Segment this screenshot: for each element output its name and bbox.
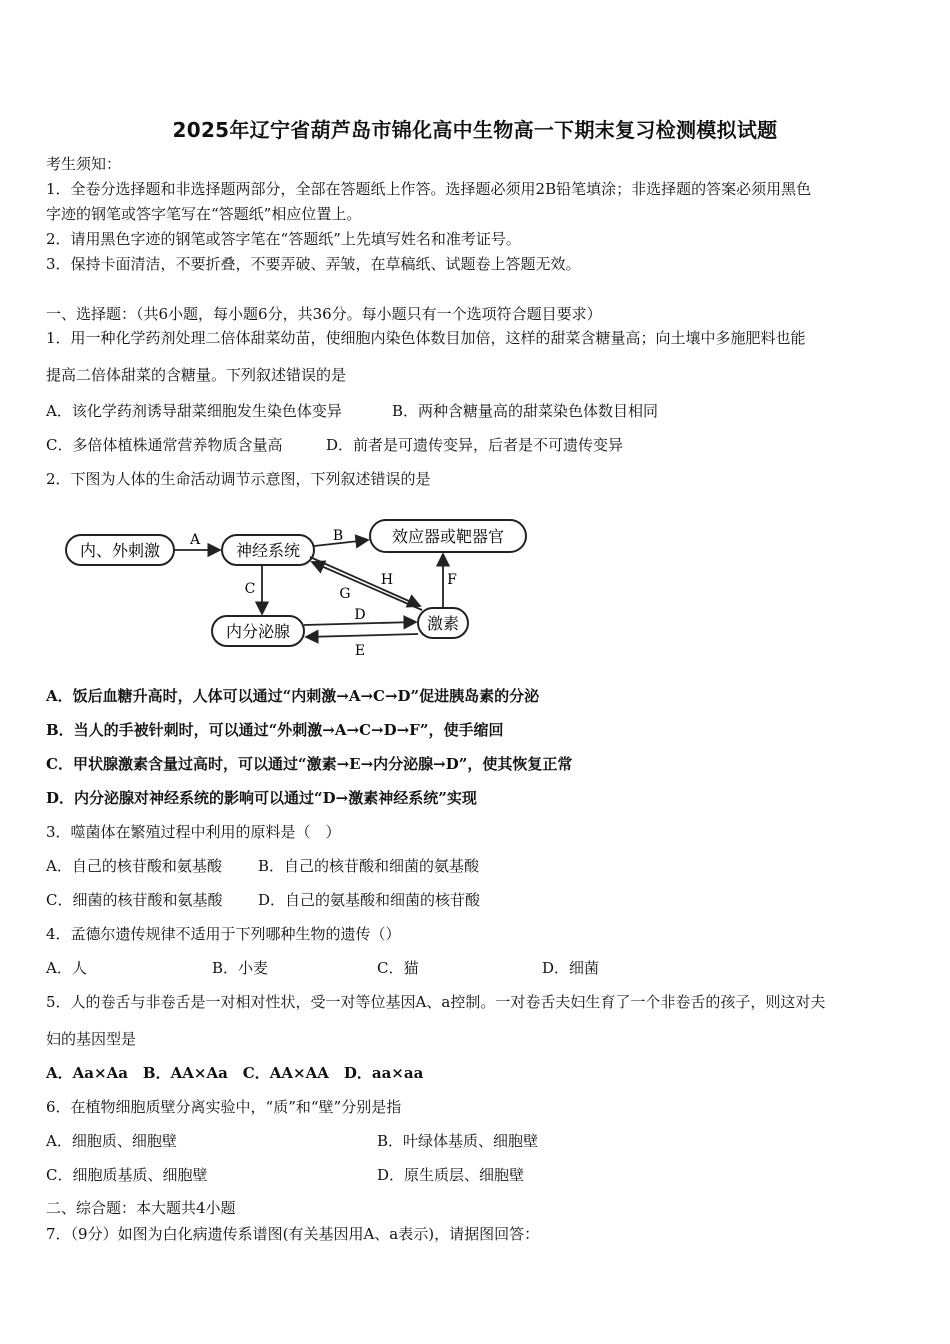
endocrine-gland-label: 内分泌腺 — [225, 622, 291, 641]
q5-options: A．Aa×Aa B．AA×Aa C．AA×AA D．aa×aa — [46, 1064, 424, 1082]
q3-stem: 3．噬菌体在繁殖过程中利用的原料是（ ） — [46, 823, 341, 841]
page-title: 2025年辽宁省葫芦岛市锦化高中生物高一下期末复习检测模拟试题 — [172, 118, 778, 142]
q1-option-a: A．该化学药剂诱导甜菜细胞发生染色体变异 — [46, 402, 342, 420]
hormone-label: 激素 — [426, 614, 460, 633]
q2-option-d: D．内分泌腺对神经系统的影响可以通过“D→激素神经系统”实现 — [46, 789, 477, 807]
q2-option-c: C．甲状腺激素含量过高时，可以通过“激素→E→内分泌腺→D”，使其恢复正常 — [46, 755, 573, 773]
q2-stem: 2．下图为人体的生命活动调节示意图，下列叙述错误的是 — [46, 470, 431, 488]
notice-item-2: 2．请用黑色字迹的钢笔或答字笔在“答题纸”上先填写姓名和准考证号。 — [46, 230, 521, 248]
arrow-label-b: B — [332, 528, 344, 544]
notice-heading: 考生须知： — [46, 155, 122, 173]
q3-option-c: C．细菌的核苷酸和氨基酸 — [46, 891, 223, 909]
q4-option-a: A．人 — [46, 959, 87, 977]
nervous-system-label: 神经系统 — [235, 541, 301, 560]
q6-option-a: A．细胞质、细胞壁 — [46, 1132, 177, 1150]
stimulus-label: 内、外刺激 — [79, 541, 161, 560]
q3-option-b: B．自己的核苷酸和细菌的氨基酸 — [258, 857, 480, 875]
q4-stem: 4．孟德尔遗传规律不适用于下列哪种生物的遗传（） — [46, 925, 401, 943]
q3-option-d: D．自己的氨基酸和细菌的核苷酸 — [258, 891, 481, 909]
q6-option-d: D．原生质层、细胞壁 — [377, 1166, 525, 1184]
arrow-label-f: F — [447, 572, 457, 588]
q5-stem: 5．人的卷舌与非卷舌是一对相对性状，受一对等位基因A、a控制。一对卷舌夫妇生育了一个非卷舌的孩子，则这对夫 — [46, 993, 826, 1011]
q6-stem: 6．在植物细胞质壁分离实验中，“质”和“壁”分别是指 — [46, 1098, 402, 1116]
section-heading-choice: 一、选择题：（共6小题，每小题6分，共36分。每小题只有一个选项符合题目要求） — [46, 305, 602, 323]
q5-stem-cont: 妇的基因型是 — [46, 1030, 137, 1048]
notice-item-1: 1．全卷分选择题和非选择题两部分，全部在答题纸上作答。选择题必须用2B铅笔填涂；非选择题的答案必须用黑色 — [46, 180, 812, 198]
arrow-label-e: E — [354, 643, 366, 659]
notice-item-1-cont: 字迹的钢笔或答字笔写在“答题纸”相应位置上。 — [46, 205, 362, 223]
notice-item-3: 3．保持卡面清洁，不要折叠，不要弄破、弄皱，在草稿纸、试题卷上答题无效。 — [46, 255, 581, 273]
q1-option-b: B．两种含糖量高的甜菜染色体数目相同 — [392, 402, 659, 420]
arrow-label-g: G — [339, 586, 351, 602]
q2-option-b: B．当人的手被针刺时，可以通过“外刺激→A→C→D→F”，使手缩回 — [46, 721, 504, 739]
q1-option-c: C．多倍体植株通常营养物质含量高 — [46, 436, 283, 454]
q6-option-b: B．叶绿体基质、细胞壁 — [377, 1132, 539, 1150]
effector-label: 效应器或靶器官 — [391, 527, 505, 546]
section-heading-comprehensive: 二、综合题：本大题共4小题 — [46, 1199, 236, 1217]
q1-stem: 1．用一种化学药剂处理二倍体甜菜幼苗，使细胞内染色体数目加倍，这样的甜菜含糖量高；向土壤中多施肥料也能 — [46, 329, 806, 347]
q3-option-a: A．自己的核苷酸和氨基酸 — [46, 857, 222, 875]
q6-option-c: C．细胞质基质、细胞壁 — [46, 1166, 208, 1184]
q7-stem: 7．（9分）如图为白化病遗传系谱图(有关基因用A、a表示)，请据图回答： — [46, 1225, 540, 1243]
q4-option-c: C．猫 — [377, 959, 419, 977]
regulation-diagram — [60, 510, 540, 660]
arrow-label-d: D — [354, 607, 366, 623]
q1-option-d: D．前者是可遗传变异，后者是不可遗传变异 — [326, 436, 624, 454]
q2-option-a: A．饭后血糖升高时，人体可以通过“内刺激→A→C→D”促进胰岛素的分泌 — [46, 687, 540, 705]
arrow-label-c: C — [244, 581, 256, 597]
arrow-label-h: H — [380, 572, 394, 588]
q4-option-b: B．小麦 — [212, 959, 269, 977]
q1-stem-cont: 提高二倍体甜菜的含糖量。下列叙述错误的是 — [46, 366, 347, 384]
arrow-label-a: A — [189, 532, 201, 548]
q4-option-d: D．细菌 — [542, 959, 600, 977]
